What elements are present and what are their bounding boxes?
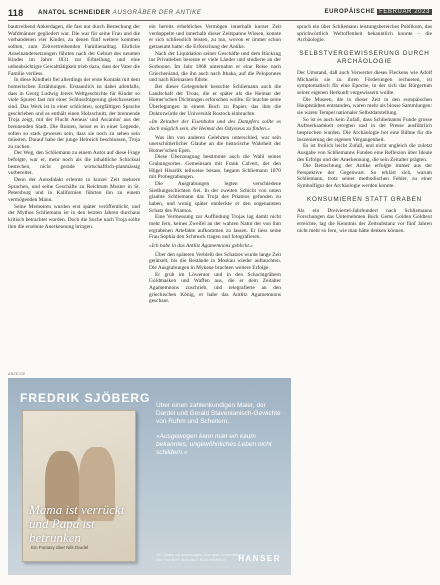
paragraph: sprach ein über Schliemann leistungsbereiches Publikum, das sprichwörtlich Weltoffenheit bekanntlich konnte – die Archäologie. bbox=[297, 24, 432, 44]
paragraph: Der Umstand, daß auch Verwerter dieses Fleckens wie Adolf Michaelis sie zu ihren Förderungen rechneten, ist symptomatisch für eine Epoche, in der sich das Bürgertum seiner eigenen Herkunft vergewissern wollte. bbox=[297, 69, 432, 96]
paragraph: Es ist freilich leicht Zufall, und nicht ungleich die zuletzt Ausgabe von Schliemanns Funden eine Reflexion über Ideale des Erfolgs und der Anerkennung, die sein Zeitalter prägten. bbox=[297, 143, 432, 163]
pull-quote: »Ich habe in das Antlitz Agamemnons geblickt.« bbox=[149, 243, 253, 249]
paragraph: Eine Vermessung zur Auffindung Trojas lag damit nicht mehr fern, keines Zweifel an der wahren Natur der von ihm ergrabenen Artefakte aufkommen zu lassen. Er liess seine Frau Sophia den Schmuck tragen und fotografieren. bbox=[149, 214, 281, 241]
book-advertisement[interactable] bbox=[8, 378, 291, 575]
paragraph: Denn der Autodidakt erlernte in kurzer Zeit mehrere Sprachen, und seine Geschäfte zu Reichtum Muster in St. Petersburg und in Kalifornien führten ihn zu einem vermögenden Mann. bbox=[8, 177, 140, 204]
book-title: Mama ist verrückt und Papa ist betrunken bbox=[29, 502, 125, 545]
page-number: 118 bbox=[8, 8, 24, 18]
magazine-issue bbox=[325, 9, 433, 15]
text-column-1 bbox=[8, 24, 140, 372]
author-name: ANATOL SCHNEIDER bbox=[38, 9, 111, 16]
paragraph: ein bereits erhebliches Vermögen innerhalb kurzer Zeit verdoppelte und innerhalb dieser Zeitspanne Wissen, konnte er sich schliesslich leisten, zu tun, wovon er immer schon getraeumt hatte: die Erforschung der Antike. bbox=[149, 24, 281, 50]
running-header bbox=[8, 8, 432, 20]
paragraph: Diese Überzeugung bestimmte auch die Wahl seines Grabungsortes. Gemeinsam mit Frank Calvert, der den Hügel Hisarlik teilweise besass, begann Schliemann 1870 mit Probegrabungen. bbox=[149, 154, 281, 181]
paragraph: Was ihn von anderen Gelehrten unterschied, war sein unerschütterlicher Glaube an die historische Wahrheit der Homer'schen Epen. bbox=[149, 134, 281, 154]
paragraph: Der Weg, den Schliemann zu einem Autor auf diese Frage befolgte, war er, mehr noch als die inhaltliche Schicksal bestechen, nicht gerade wirtschaftlich-planmässig vorbereitet. bbox=[8, 150, 140, 177]
magazine-name: EUROPÄISCHE bbox=[324, 9, 376, 15]
ad-author: FREDRIK SJÖBERG bbox=[20, 391, 151, 405]
article-title: AUSGRÄBER DER ANTIKE bbox=[112, 9, 202, 16]
ad-headline: Über einen zahlenkundigen Maler, der Dardel und Gerald Stavenlanisch-Gewichte von Ruhm und Scheitern. bbox=[156, 402, 281, 426]
book-cover bbox=[22, 410, 136, 562]
ad-quote: »Ausgewogen kann man ein kaum bekanntes, ungewöhnliches Leben nicht schildern.« bbox=[156, 432, 272, 457]
running-title bbox=[38, 9, 201, 16]
paragraph: Die Betrachtung der Antike erfolgte immer aus der Perspektive der Gegenwart. So erklärt sich, warum Schliemann, trotz seiner methodischen Fehler, zu einer Symbolfigur der Archäologie werden konnte. bbox=[297, 163, 432, 190]
paragraph: So ist es auch kein Zufall, dass Schliemanns Funde grosse Aufmerksamkeit erregten und in der Presse ausführlich besprochen wurden. Die Archäologie bot eine Bühne für die Inszenierung der eigenen Vergangenheit. bbox=[297, 116, 432, 143]
ad-label: ANZEIGE bbox=[8, 372, 26, 376]
section-heading: KONSUMIEREN STATT GRABEN bbox=[306, 195, 423, 203]
paragraph: Die Ausgrabungen legten verschiedene Siedlungsschichten frei. In der zweiten Schicht von unten glaubte Schliemann das Troja des Priamos gefunden zu haben, und wenig später entdeckte er den sogenannten Schatz des Priamos. bbox=[149, 181, 281, 214]
paragraph: Bei dieser Gelegenheit besuchte Schliemann auch die Landschaft der Troas, die er später als die Heimat der Homer'schen Dichtungen erforschen wollte. Er brachte seine Überlegungen in einem Buch zu Papier, das ihm die Doktorwürde der Universität Rostock einbrachte. bbox=[149, 83, 281, 117]
header-rule bbox=[8, 20, 432, 21]
pull-quote: »Im Zeitalter der Eisenbahn und des Dampfers sollte es doch möglich sein, die Heimat des Odysseus zu finden.« bbox=[149, 119, 281, 132]
paragraph: Als ein Dreiviertel-Jahrhundert nach Schliemanns Forschungen das Unternehmen Buck Gems Golden Goldtext erreichte, lag die Kenntnis der Zeitsubstanz vor fünf Jahren nicht mehr so fern, wie man hätte denken können. bbox=[297, 207, 432, 234]
paragraph: Er grub im Löwentor und in den Schachtgräbern Goldmasken und Waffen aus, die er dem Zeitalter Agamemnons zuschrieb, und telegrafierte an den griechischen König, er habe das Antlitz Agamemnons geschaut. bbox=[149, 271, 281, 305]
book-subtitle: Ein Fantasy über Nils Dardel bbox=[31, 545, 89, 550]
section-heading: SELBSTVERGEWISSERUNG DURCH ARCHÄOLOGIE bbox=[299, 49, 430, 65]
issue-date: FEBRUAR 2023 bbox=[379, 9, 430, 15]
paragraph: In diese Kindheit fiel allerdings der erste Kontakt mit dem homerischen Erzählungen. Erstaunlich ist dabei allenfalls, dass in Georg Ludwig Jerers Weltgeschichte für Kinder so viele Spuren fast mit einer Schlussfolgerung gleichzusetzen sind. Das Werk ist in einer schlichten, sorgfältigen Sprache geschrieben und es enthält einen Holzschnitt, der brennende Troja zeigt, mit der Flucht Aeneas' und Ascanius' aus der brennenden Stadt. Die Ruinen, heisst es in einer Legende, sollen so stark gewesen sein, dass sie noch zu sehen sein müssten. Darauf habe der junge Heinrich beschlossen, Troja zu suchen. bbox=[8, 77, 140, 150]
ad-copy bbox=[156, 402, 282, 457]
ad-details: 192 Seiten mit Abbildungen. Aus dem Schwedischen von Paul Berf. Auch als E-Book erhältlich. bbox=[156, 553, 245, 563]
text-column-3 bbox=[297, 24, 432, 579]
paragraph: Die Museen, die in dieser Zeit in den europäischen Hauptstädten entstanden, waren mehr als blosse Sammlungen: sie waren Tempel nationaler Selbstdarstellung. bbox=[297, 96, 432, 116]
paragraph: Nach der Liquidation seiner Geschäfte und dem Rückzug ins Privatleben bereiste er viele Länder und studierte an der Sorbonne. Im Jahr 1868 unternahm er eine Reise nach Griechenland, die ihn auch nach Ithaka, auf die Peloponnes und nach Kleinasien führte. bbox=[149, 50, 281, 84]
publisher-logo: HANSER bbox=[238, 554, 281, 563]
paragraph: Seine Memoiren wurden erst später veröffentlicht, und der Mythos Schliemann ist in den letzten Jahren durchaus kritisch betrachtet worden. Doch die Suche nach Troja sollte ihm die ersehnte Anerkennung bringen. bbox=[8, 203, 140, 230]
paragraph: Über den späteren Verbleib des Schatzes wurde lange Zeit gerätselt, bis die Bestände in Moskau wieder auftauchten. Die Ausgrabungen in Mykene brachten weitere Erfolge. bbox=[149, 251, 281, 271]
paragraph: bautrreibend Ankerdagen, die fast nur durch Bestechung der Wafdmänner gegliedert war. Die war für seine Frau und die vorhandenen vier Kinder, zu denen fünf weitere kommen sollten, zum Zeitvertreibenden Familienalltag. Ehrliche Auseinandersetzungen führten nach der Geburt des neunten Kindes im Jahre 1831 zur Erbteilung, und eine unbeabsichtigte Gewalttätigkeit trieb dazu, dass der Vater die Familie verliess. bbox=[8, 24, 140, 77]
